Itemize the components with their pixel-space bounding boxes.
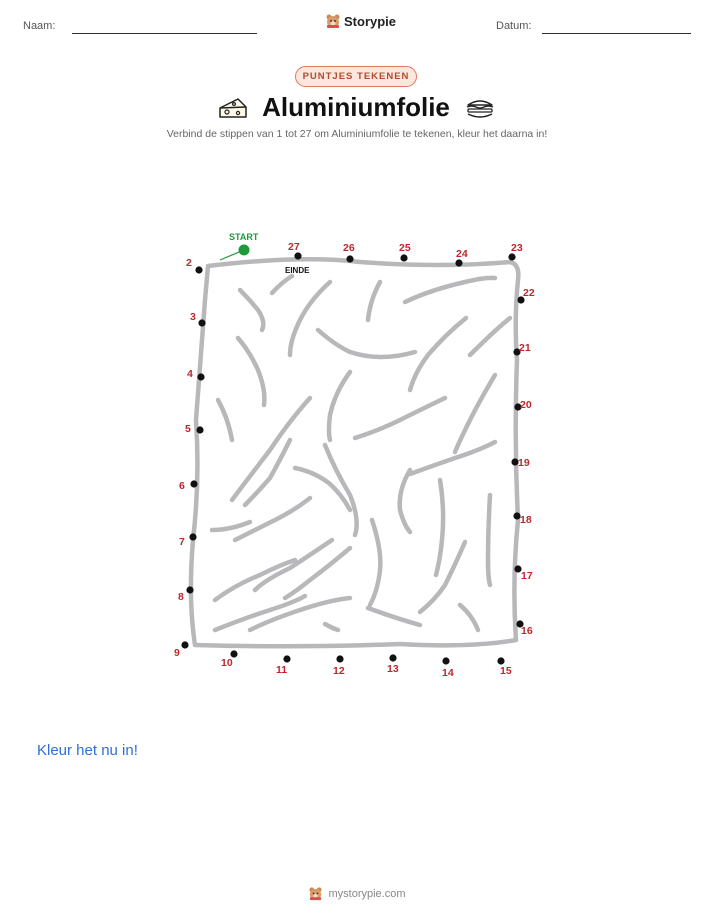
dot-label-23: 23: [511, 242, 523, 254]
brand-name: Storypie: [344, 13, 397, 29]
dot-24: [455, 259, 462, 266]
foil-drawing: [191, 259, 518, 646]
page-title: Aluminiumfolie: [262, 92, 450, 122]
dot-11: [283, 655, 290, 662]
dot-7: [189, 533, 196, 540]
dot-5: [196, 426, 203, 433]
dot-23: [508, 253, 515, 260]
dot-label-24: 24: [456, 248, 468, 260]
dot-2: [195, 266, 202, 273]
dot-label-25: 25: [399, 242, 411, 254]
dot-label-17: 17: [521, 570, 533, 582]
dot-label-27: 27: [288, 241, 300, 253]
dot-label-20: 20: [520, 399, 532, 411]
dot-label-26: 26: [343, 242, 355, 254]
dot-4: [197, 373, 204, 380]
date-label: Datum:: [496, 20, 532, 32]
dot-label-6: 6: [179, 480, 185, 492]
dot-9: [181, 641, 188, 648]
start-label: START: [229, 232, 259, 242]
dot-label-21: 21: [519, 342, 531, 354]
footer-url[interactable]: mystorypie.com: [328, 887, 406, 900]
dot-label-15: 15: [500, 665, 512, 677]
dot-label-13: 13: [387, 663, 399, 675]
dot-label-18: 18: [520, 514, 532, 526]
name-label: Naam:: [23, 20, 56, 32]
dot-label-11: 11: [276, 664, 288, 676]
dot-label-9: 9: [174, 647, 180, 659]
dot-25: [400, 254, 407, 261]
dot-label-2: 2: [186, 257, 192, 269]
dot-label-10: 10: [221, 657, 233, 669]
instruction-text: Verbind de stippen van 1 tot 27 om Aluminiumfolie te tekenen, kleur het daarna in!: [166, 128, 548, 140]
activity-badge: PUNTJES TEKENEN: [295, 66, 417, 87]
dot-label-16: 16: [521, 625, 533, 637]
dot-label-3: 3: [190, 311, 196, 323]
end-label: EINDE: [285, 266, 310, 275]
dot-label-12: 12: [333, 665, 345, 677]
dot-27: [294, 252, 301, 259]
dot-13: [389, 654, 396, 661]
dot-26: [346, 255, 353, 262]
dot-label-14: 14: [442, 667, 454, 679]
dot-14: [442, 657, 449, 664]
dot-8: [186, 586, 193, 593]
bear-logo-icon: [308, 886, 323, 901]
dots-layer: [174, 241, 535, 679]
dot-12: [336, 655, 343, 662]
dot-label-22: 22: [523, 287, 535, 299]
dot-3: [198, 319, 205, 326]
dot-6: [190, 480, 197, 487]
dot-label-4: 4: [187, 368, 193, 380]
dot-label-7: 7: [179, 536, 185, 548]
dot-label-19: 19: [518, 457, 530, 469]
color-prompt: Kleur het nu in!: [37, 742, 138, 759]
footer: [0, 886, 714, 901]
dot-15: [497, 657, 504, 664]
dot-label-5: 5: [185, 423, 191, 435]
dot-label-8: 8: [178, 591, 184, 603]
